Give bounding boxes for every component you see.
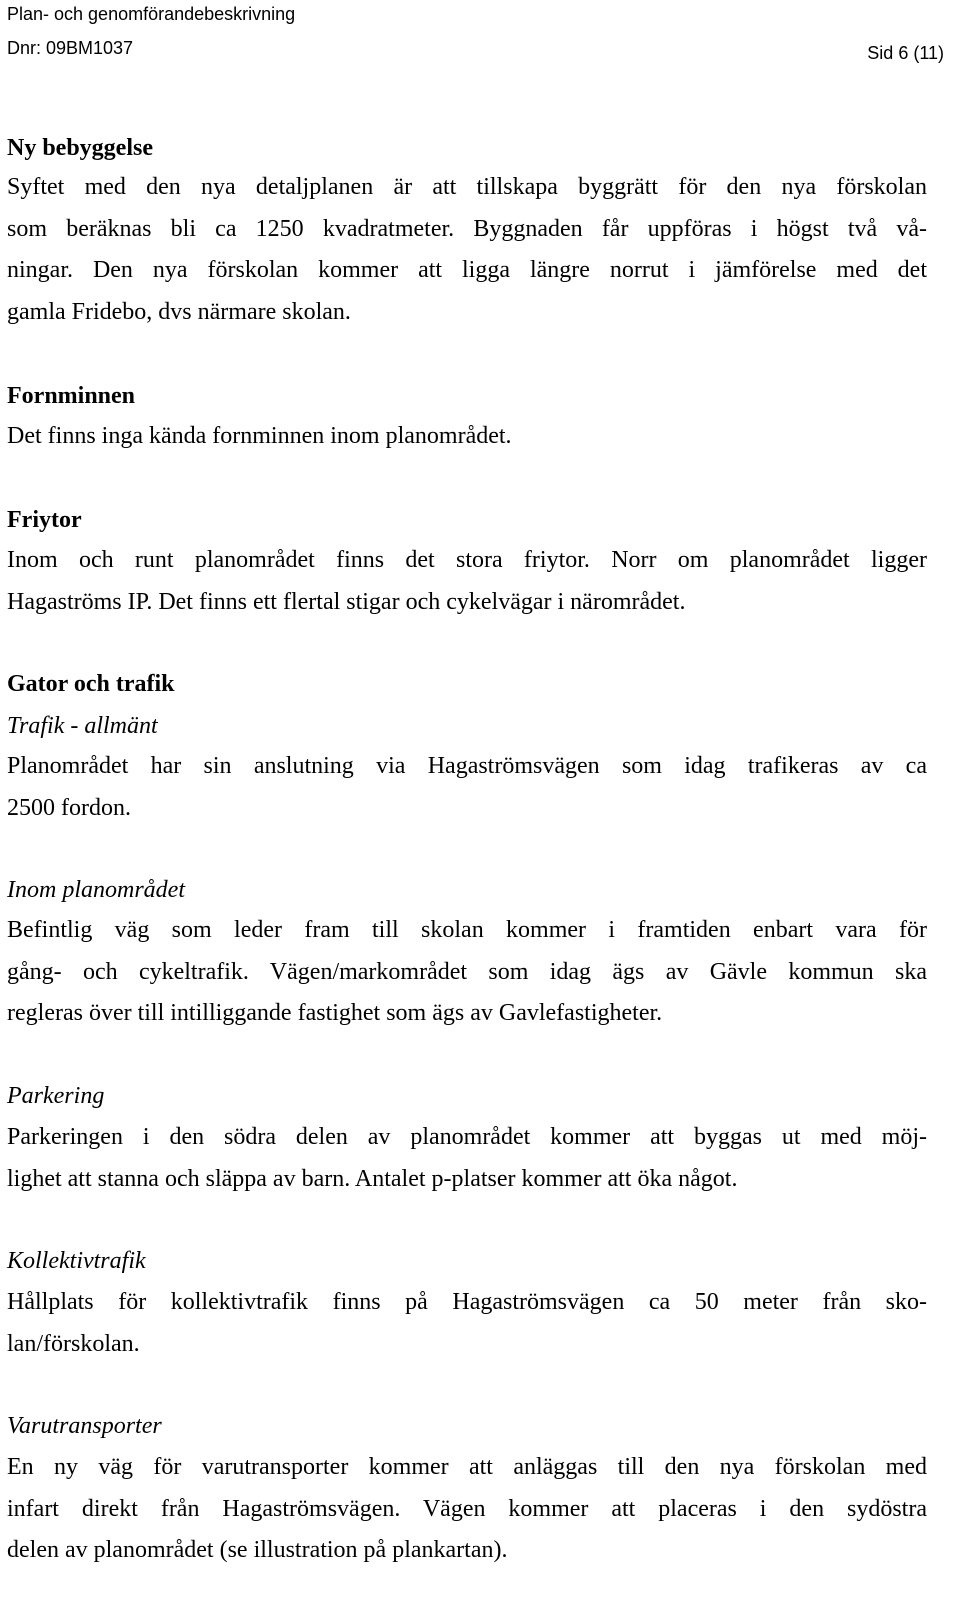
text-line: delen av planområdet (se illustration på plankartan). bbox=[7, 1537, 508, 1563]
document-title: Plan- och genomförandebeskrivning bbox=[7, 4, 296, 24]
subheading-varutransporter: Varutransporter bbox=[7, 1413, 162, 1439]
subheading-trafik-allmant: Trafik - allmänt bbox=[7, 713, 158, 739]
text-line: Syftet med den nya detaljplanen är att tillskapa byggrätt för den nya förskolan bbox=[7, 174, 927, 200]
heading-gator-och-trafik: Gator och trafik bbox=[7, 671, 175, 697]
page-number: Sid 6 (11) bbox=[867, 43, 944, 63]
text-line: Inom och runt planområdet finns det stora friytor. Norr om planområdet ligger bbox=[7, 547, 927, 573]
document-number: Dnr: 09BM1037 bbox=[7, 38, 134, 58]
subheading-kollektivtrafik: Kollektivtrafik bbox=[7, 1248, 146, 1274]
paragraph-varutransporter bbox=[7, 1447, 927, 1572]
text-line: Det finns inga kända fornminnen inom planområdet. bbox=[7, 423, 512, 449]
paragraph-fornminnen bbox=[7, 416, 927, 458]
subheading-inom-planomradet: Inom planområdet bbox=[7, 877, 185, 903]
heading-friytor: Friytor bbox=[7, 507, 82, 533]
text-line: regleras över till intilliggande fastighet som ägs av Gavlefastigheter. bbox=[7, 1000, 663, 1026]
paragraph-ny-bebyggelse bbox=[7, 167, 927, 333]
paragraph-friytor bbox=[7, 540, 927, 623]
text-line: Hagaströms IP. Det finns ett flertal stigar och cykelvägar i närområdet. bbox=[7, 588, 686, 615]
text-line: lan/förskolan. bbox=[7, 1330, 140, 1357]
text-line: 2500 fordon. bbox=[7, 794, 131, 821]
paragraph-parkering bbox=[7, 1117, 927, 1200]
text-line: gamla Fridebo, dvs närmare skolan. bbox=[7, 298, 351, 325]
paragraph-kollektivtrafik bbox=[7, 1282, 927, 1365]
subheading-parkering: Parkering bbox=[7, 1083, 105, 1109]
text-line: infart direkt från Hagaströmsvägen. Vägen kommer att placeras i den sydöstra bbox=[7, 1495, 927, 1522]
text-line: gång- och cykeltrafik. Vägen/markområdet som idag ägs av Gävle kommun ska bbox=[7, 958, 927, 985]
text-line: Planområdet har sin anslutning via Hagaströmsvägen som idag trafikeras av ca bbox=[7, 753, 927, 779]
text-line: Hållplats för kollektivtrafik finns på Hagaströmsvägen ca 50 meter från sko- bbox=[7, 1289, 927, 1315]
paragraph-trafik-allmant bbox=[7, 746, 927, 829]
heading-ny-bebyggelse: Ny bebyggelse bbox=[7, 135, 153, 161]
text-line: ningar. Den nya förskolan kommer att ligga längre norrut i jämförelse med det bbox=[7, 257, 927, 283]
heading-fornminnen: Fornminnen bbox=[7, 383, 136, 409]
text-line: En ny väg för varutransporter kommer att anläggas till den nya förskolan med bbox=[7, 1454, 927, 1480]
text-line: Parkeringen i den södra delen av planområdet kommer att byggas ut med möj- bbox=[7, 1124, 927, 1150]
text-line: lighet att stanna och släppa av barn. Antalet p-platser kommer att öka något. bbox=[7, 1165, 738, 1192]
text-line: som beräknas bli ca 1250 kvadratmeter. Byggnaden får uppföras i högst två vå- bbox=[7, 215, 927, 242]
text-line: Befintlig väg som leder fram till skolan kommer i framtiden enbart vara för bbox=[7, 917, 927, 943]
paragraph-inom-planomradet bbox=[7, 910, 927, 1035]
